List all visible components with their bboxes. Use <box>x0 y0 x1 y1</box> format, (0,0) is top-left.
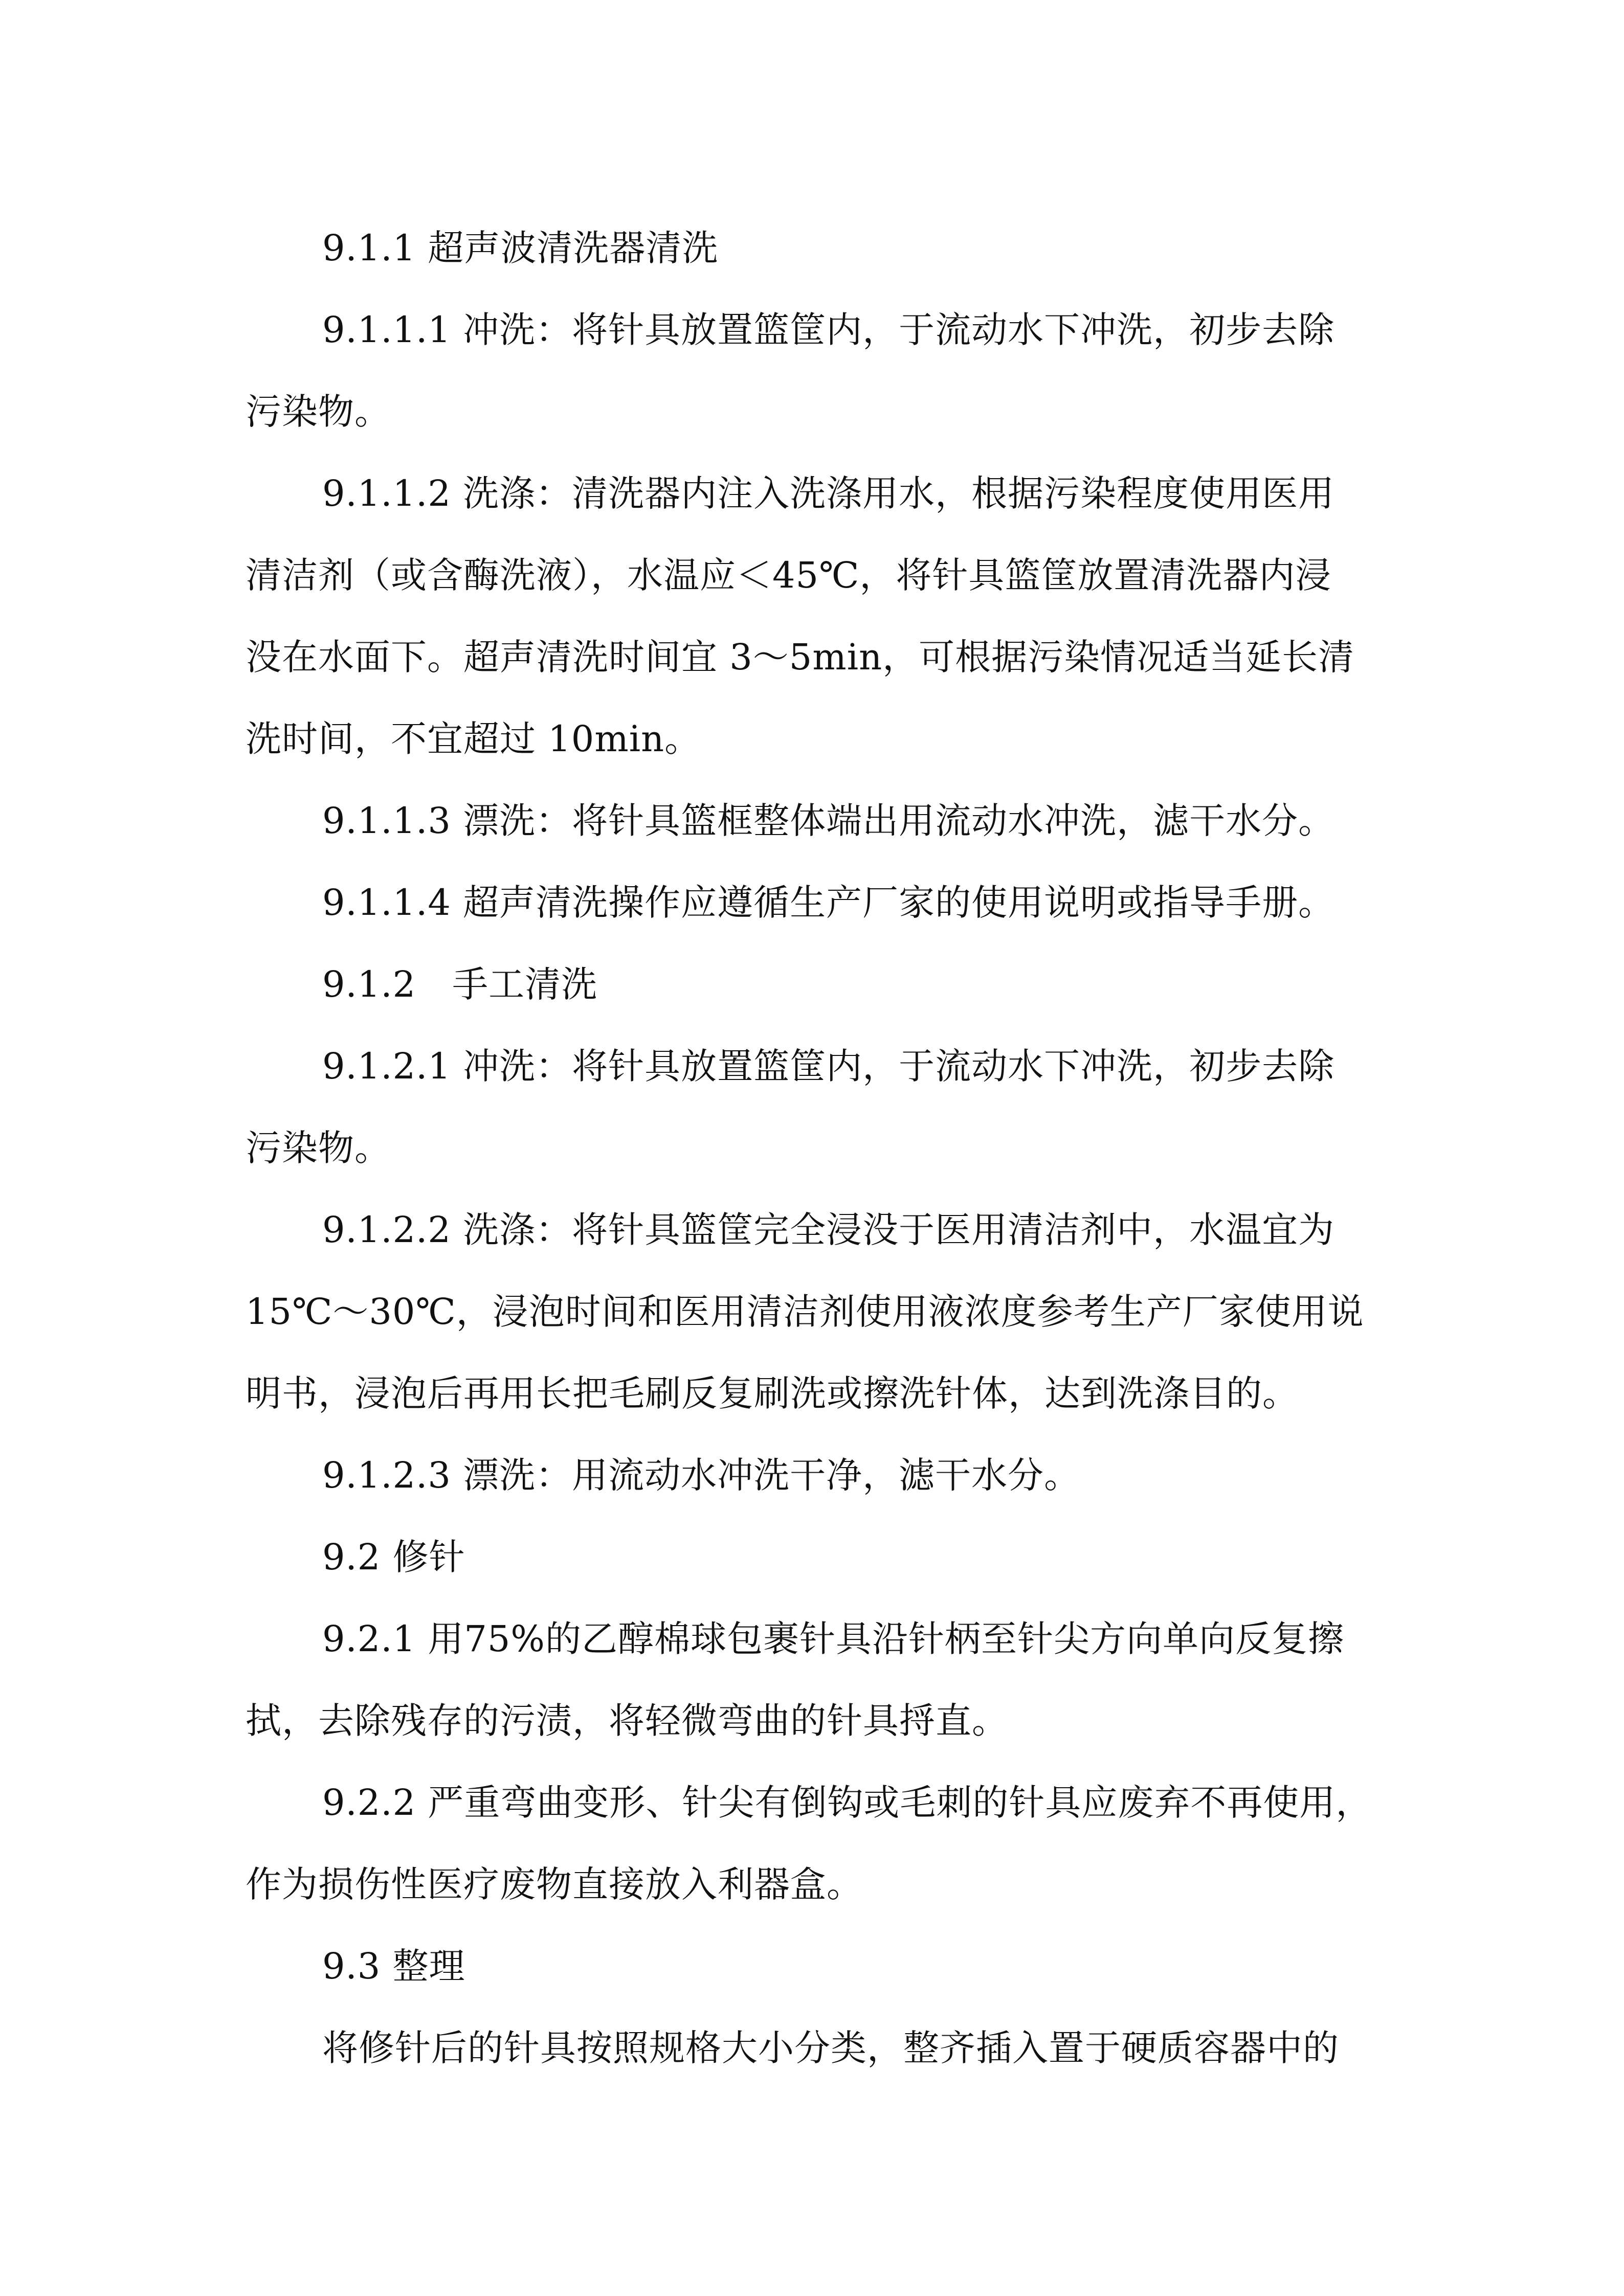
paragraph-9-2-1: 9.2.1 用75%的乙醇棉球包裹针具沿针柄至针尖方向单向反复擦 <box>322 1618 1344 1660</box>
paragraph-9-2-2: 9.2.2 严重弯曲变形、针尖有倒钩或毛刺的针具应废弃不再使用， <box>322 1782 1372 1824</box>
heading-9-1-1: 9.1.1 超声波清洗器清洗 <box>322 227 719 269</box>
paragraph-9-1-2-2-cont: 明书，浸泡后再用长把毛刷反复刷洗或擦洗针体，达到洗涤目的。 <box>246 1372 1299 1414</box>
heading-9-3: 9.3 整理 <box>322 1945 465 1987</box>
paragraph-9-1-1-2-cont: 洗时间，不宜超过 10min。 <box>246 718 701 760</box>
heading-9-2: 9.2 修针 <box>322 1536 465 1578</box>
paragraph-9-1-2-2-cont: 15℃～30℃，浸泡时间和医用清洁剂使用液浓度参考生产厂家使用说 <box>246 1291 1364 1333</box>
paragraph-9-1-2-2: 9.1.2.2 洗涤：将针具篮筐完全浸没于医用清洁剂中，水温宜为 <box>322 1209 1335 1251</box>
paragraph-9-1-2-1-cont: 污染物。 <box>246 1127 391 1169</box>
paragraph-9-1-1-1: 9.1.1.1 冲洗：将针具放置篮筐内，于流动水下冲洗，初步去除 <box>322 309 1335 351</box>
paragraph-9-1-1-4: 9.1.1.4 超声清洗操作应遵循生产厂家的使用说明或指导手册。 <box>322 882 1335 924</box>
paragraph-9-1-1-3: 9.1.1.3 漂洗：将针具篮框整体端出用流动水冲洗，滤干水分。 <box>322 800 1335 842</box>
paragraph-9-1-1-2: 9.1.1.2 洗涤：清洗器内注入洗涤用水，根据污染程度使用医用 <box>322 472 1335 514</box>
heading-9-1-2: 9.1.2 手工清洗 <box>322 963 598 1005</box>
paragraph-9-3: 将修针后的针具按照规格大小分类，整齐插入置于硬质容器中的 <box>322 2027 1339 2069</box>
paragraph-9-1-1-1-cont: 污染物。 <box>246 391 391 433</box>
paragraph-9-1-2-3: 9.1.2.3 漂洗：用流动水冲洗干净，滤干水分。 <box>322 1454 1081 1496</box>
paragraph-9-1-1-2-cont: 清洁剂（或含酶洗液），水温应＜45℃，将针具篮筐放置清洗器内浸 <box>246 554 1332 596</box>
paragraph-9-1-2-1: 9.1.2.1 冲洗：将针具放置篮筐内，于流动水下冲洗，初步去除 <box>322 1045 1335 1087</box>
paragraph-9-2-1-cont: 拭，去除残存的污渍，将轻微弯曲的针具捋直。 <box>246 1700 1008 1742</box>
paragraph-9-2-2-cont: 作为损伤性医疗废物直接放入利器盒。 <box>246 1863 863 1905</box>
paragraph-9-1-1-2-cont: 没在水面下。超声清洗时间宜 3～5min，可根据污染情况适当延长清 <box>246 636 1355 678</box>
